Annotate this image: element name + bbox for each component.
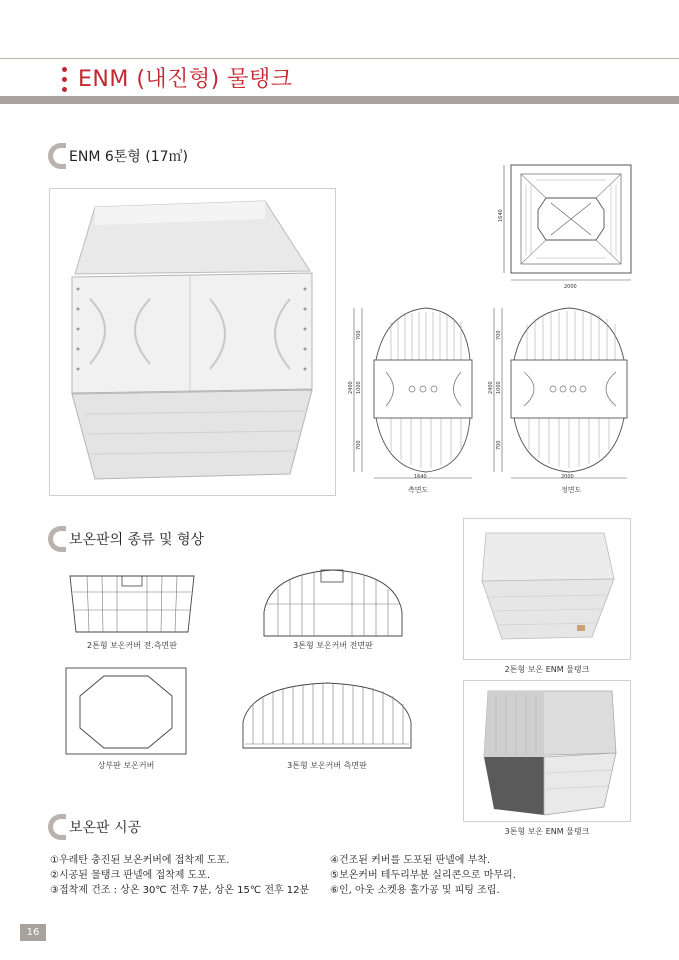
page-header [0, 58, 679, 106]
panel-3ton-front-drawing [258, 564, 408, 640]
header-bullet-dots [62, 67, 68, 97]
instruction-step-5: ⑤보온커버 테두리부분 실리콘으로 마무리. [330, 870, 516, 881]
section-arc-icon [48, 814, 66, 840]
top-view-width-dim: 2000 [564, 284, 577, 290]
page-number: 16 [20, 924, 46, 941]
panel-caption: 2톤형 보온커버 전.측면판 [87, 641, 177, 650]
side-height-mid: 1000 [356, 381, 362, 394]
section-title: 보온판 시공 [69, 820, 142, 836]
side-height-total: 2400 [348, 381, 354, 394]
side-width-dim: 1640 [414, 474, 427, 480]
section-heading-enm6 [48, 143, 188, 169]
instruction-step-2: ②시공된 물탱크 판넬에 접착제 도포. [50, 870, 211, 881]
front-height-lower: 700 [496, 440, 502, 450]
panel-top-cover-drawing [62, 664, 190, 758]
section-arc-icon [48, 526, 66, 552]
instructions-right [330, 853, 516, 898]
front-view-label: 정면도 [561, 486, 582, 494]
top-view-depth-dim: 1640 [498, 209, 504, 222]
panel-2ton-front-side-drawing [62, 570, 202, 636]
side-height-upper: 700 [356, 330, 362, 340]
instruction-step-4: ④건조된 커버를 도포된 판넬에 부착. [330, 855, 491, 866]
front-height-mid: 1000 [496, 381, 502, 394]
tank-photo-6ton [49, 188, 336, 496]
instruction-step-3: ③접착제 건조 : 상온 30℃ 전후 7분, 상온 15℃ 전후 12분 [50, 885, 310, 896]
front-view-drawing [489, 302, 639, 498]
panel-caption: 3톤형 보온커버 전면판 [293, 641, 373, 650]
front-width-dim: 2000 [561, 474, 574, 480]
header-top-rule [0, 58, 679, 59]
panel-3ton-side-drawing [237, 678, 417, 752]
panel-caption: 3톤형 보온커버 측면판 [287, 761, 367, 770]
instruction-step-1: ①우레탄 충진된 보온커버에 접착제 도포. [50, 855, 230, 866]
header-bar [0, 96, 679, 104]
top-view-drawing [496, 160, 646, 290]
section-heading-installation [48, 814, 141, 840]
instruction-step-6: ⑥인, 아웃 소켓용 홀가공 및 피팅 조립. [330, 885, 500, 896]
side-view-label: 측면도 [408, 486, 429, 494]
front-height-total: 2400 [488, 381, 494, 394]
side-height-lower: 700 [356, 440, 362, 450]
page-title: ENM (내진형) 물탱크 [78, 67, 293, 92]
instructions-left [50, 853, 309, 898]
section-arc-icon [48, 143, 66, 169]
section-title: ENM 6톤형 (17㎥) [69, 149, 188, 165]
side-view-drawing [346, 302, 476, 498]
photo-2ton-insulated-tank [463, 518, 631, 660]
photo-caption: 3톤형 보온 ENM 물탱크 [504, 827, 590, 836]
panel-caption: 상부판 보온커버 [97, 761, 155, 770]
section-title: 보온판의 종류 및 형상 [69, 532, 205, 548]
front-height-upper: 700 [496, 330, 502, 340]
photo-3ton-insulated-tank [463, 680, 631, 822]
section-heading-insulation-types [48, 526, 204, 552]
photo-caption: 2톤형 보온 ENM 물탱크 [504, 665, 590, 674]
